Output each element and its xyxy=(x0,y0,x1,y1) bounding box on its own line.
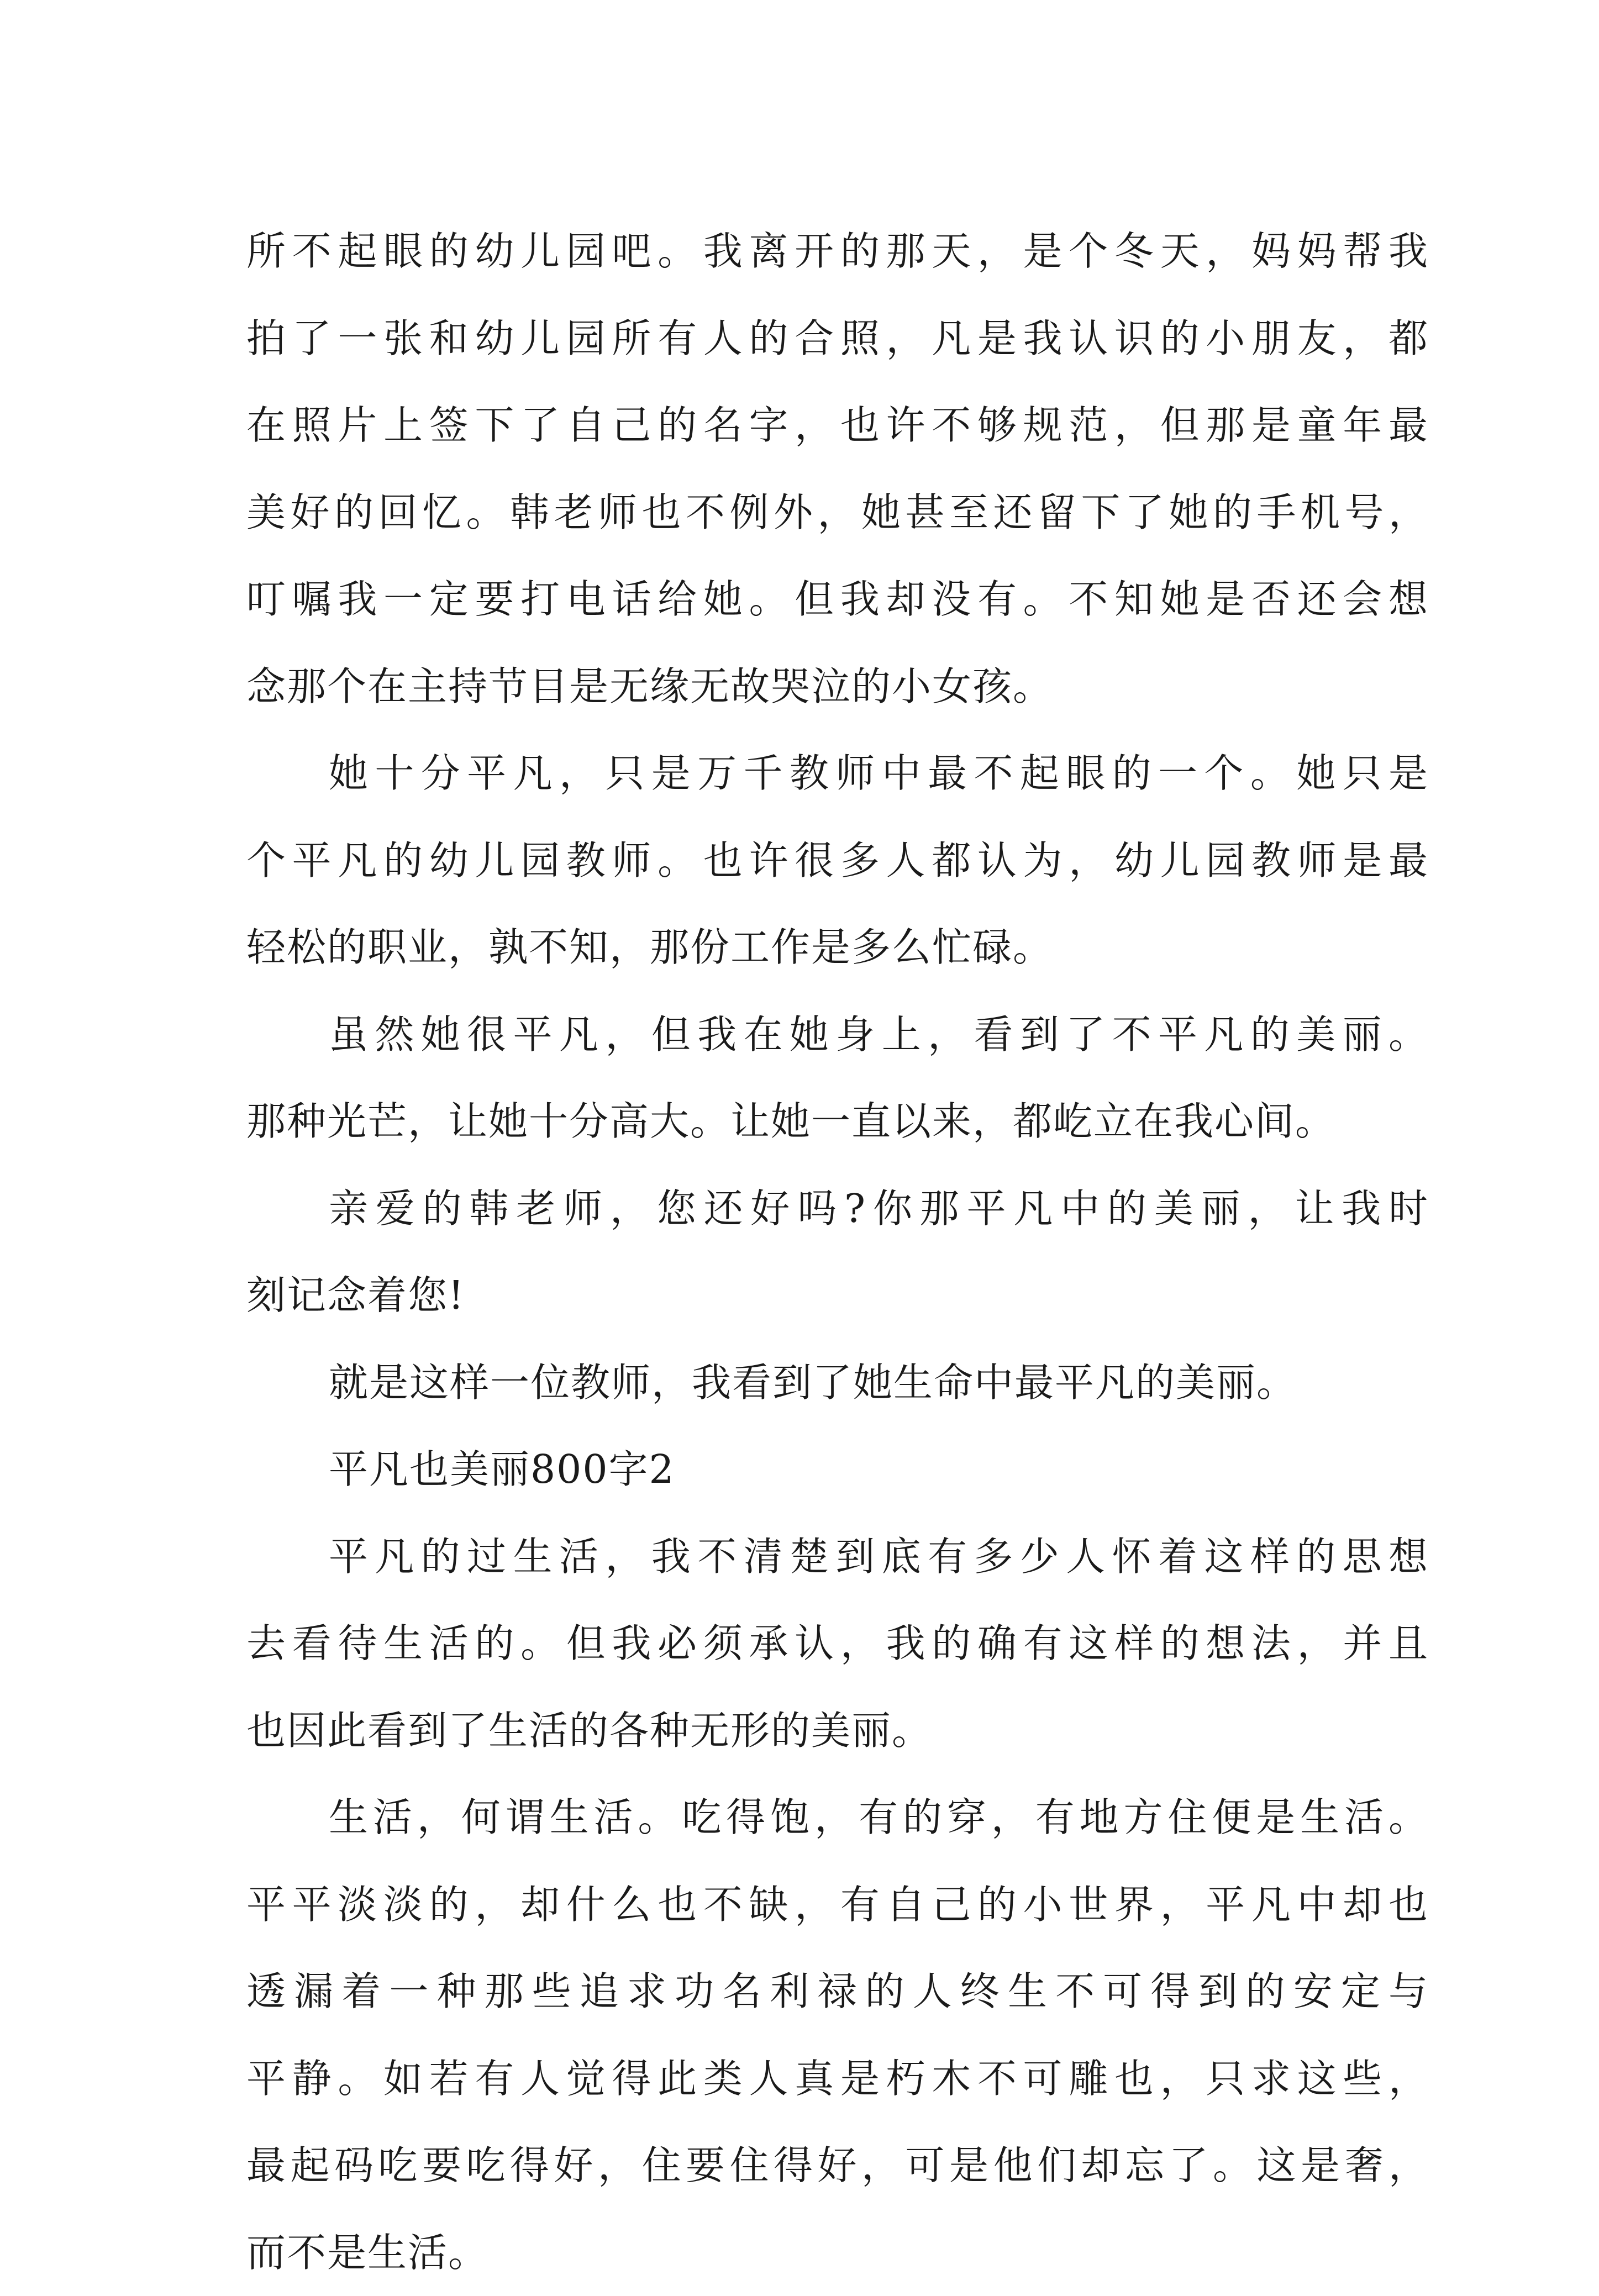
text-line: 所不起眼的幼儿园吧。我离开的那天，是个冬天，妈妈帮我 xyxy=(246,208,1429,295)
text-line: 刻记念着您! xyxy=(246,1252,1429,1339)
section-heading xyxy=(246,1426,1429,1513)
text-line: 亲爱的韩老师，您还好吗?你那平凡中的美丽，让我时 xyxy=(246,1165,1429,1252)
document-body xyxy=(246,208,1429,2296)
text-line: 最起码吃要吃得好，住要住得好，可是他们却忘了。这是奢， xyxy=(246,2122,1429,2209)
paragraph xyxy=(246,1513,1429,1774)
text-line: 轻松的职业，孰不知，那份工作是多么忙碌。 xyxy=(246,904,1429,991)
text-line: 也因此看到了生活的各种无形的美丽。 xyxy=(246,1687,1429,1774)
text-line: 念那个在主持节目是无缘无故哭泣的小女孩。 xyxy=(246,643,1429,730)
text-line: 平凡的过生活，我不清楚到底有多少人怀着这样的思想 xyxy=(246,1513,1429,1600)
paragraph xyxy=(246,1774,1429,2296)
text-line: 她十分平凡，只是万千教师中最不起眼的一个。她只是 xyxy=(246,730,1429,817)
text-line: 平凡也美丽800字2 xyxy=(246,1426,1429,1513)
text-line: 虽然她很平凡，但我在她身上，看到了不平凡的美丽。 xyxy=(246,991,1429,1078)
text-line: 那种光芒，让她十分高大。让她一直以来，都屹立在我心间。 xyxy=(246,1078,1429,1165)
paragraph xyxy=(246,208,1429,730)
paragraph xyxy=(246,730,1429,991)
text-line: 就是这样一位教师，我看到了她生命中最平凡的美丽。 xyxy=(246,1339,1429,1426)
text-line: 透漏着一种那些追求功名利禄的人终生不可得到的安定与 xyxy=(246,1948,1429,2035)
paragraph xyxy=(246,1339,1429,1426)
text-line: 平平淡淡的，却什么也不缺，有自己的小世界，平凡中却也 xyxy=(246,1861,1429,1949)
text-line: 去看待生活的。但我必须承认，我的确有这样的想法，并且 xyxy=(246,1600,1429,1687)
text-line: 生活，何谓生活。吃得饱，有的穿，有地方住便是生活。 xyxy=(246,1774,1429,1861)
text-line: 个平凡的幼儿园教师。也许很多人都认为，幼儿园教师是最 xyxy=(246,817,1429,904)
text-line: 而不是生活。 xyxy=(246,2209,1429,2296)
text-line: 叮嘱我一定要打电话给她。但我却没有。不知她是否还会想 xyxy=(246,556,1429,643)
text-line: 拍了一张和幼儿园所有人的合照，凡是我认识的小朋友，都 xyxy=(246,295,1429,382)
text-line: 平静。如若有人觉得此类人真是朽木不可雕也，只求这些， xyxy=(246,2035,1429,2123)
paragraph xyxy=(246,991,1429,1165)
text-line: 美好的回忆。韩老师也不例外，她甚至还留下了她的手机号， xyxy=(246,469,1429,556)
paragraph xyxy=(246,1165,1429,1339)
text-line: 在照片上签下了自己的名字，也许不够规范，但那是童年最 xyxy=(246,382,1429,469)
